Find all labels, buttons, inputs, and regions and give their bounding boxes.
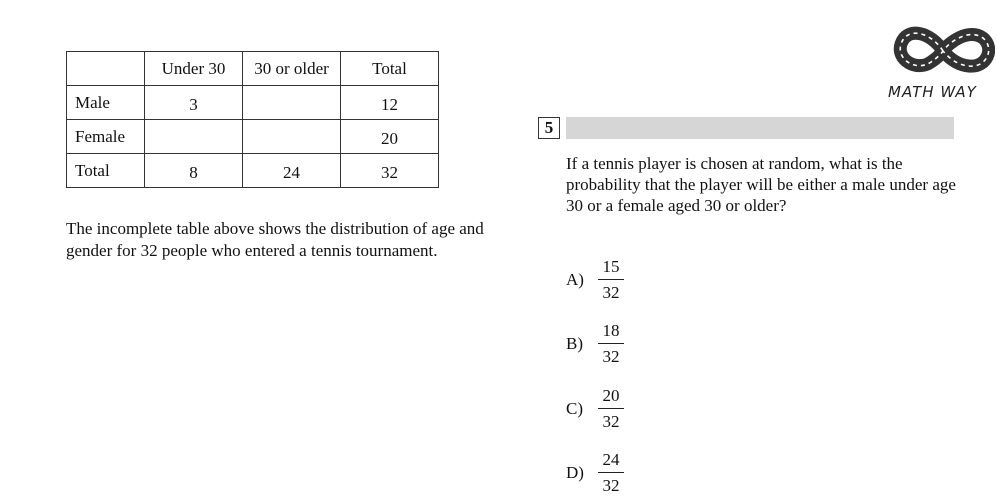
table-row [67, 86, 439, 120]
choice-fraction [598, 385, 624, 433]
fraction-denominator: 32 [602, 476, 620, 495]
fraction-numerator: 18 [598, 320, 624, 344]
table-cell: 8 [145, 154, 243, 188]
choice-letter: D) [566, 463, 584, 482]
fraction-numerator: 24 [598, 449, 624, 473]
fraction-denominator: 32 [602, 347, 620, 366]
table-cell: 24 [243, 154, 341, 188]
table-cell [145, 120, 243, 154]
table-cell [243, 120, 341, 154]
question-header-bar [566, 117, 954, 139]
mathway-logo [888, 20, 997, 106]
question-number: 5 [538, 117, 560, 139]
table-header-cell: Under 30 [145, 52, 243, 86]
table-header-row [67, 52, 439, 86]
table-header-cell: Total [341, 52, 439, 86]
choice-letter: B) [566, 334, 583, 353]
table-cell: 20 [341, 120, 439, 154]
table-cell: 12 [341, 86, 439, 120]
table-cell [243, 86, 341, 120]
choice-fraction [598, 256, 624, 304]
table-row-label: Male [67, 86, 145, 120]
table-row [67, 120, 439, 154]
age-gender-table [66, 51, 439, 188]
table-cell [67, 52, 145, 86]
fraction-denominator: 32 [602, 412, 620, 431]
table-cell: 32 [341, 154, 439, 188]
fraction-numerator: 15 [598, 256, 624, 280]
table-row-label: Total [67, 154, 145, 188]
fraction-numerator: 20 [598, 385, 624, 409]
table-cell: 3 [145, 86, 243, 120]
choice-letter: C) [566, 399, 583, 418]
choice-fraction [598, 320, 624, 368]
logo-text: MATH WAY [888, 83, 977, 101]
table-row-label: Female [67, 120, 145, 154]
question-text: If a tennis player is chosen at random, what is the probability that the player will be either a male under age 30 or a female aged 30 or older? [566, 154, 956, 215]
table-row [67, 154, 439, 188]
fraction-denominator: 32 [602, 283, 620, 302]
table-description: The incomplete table above shows the distribution of age and gender for 32 people who entered a tennis tournament. [66, 219, 484, 260]
infinity-road-icon [891, 20, 995, 82]
table-header-cell: 30 or older [243, 52, 341, 86]
choice-fraction [598, 449, 624, 497]
choice-letter: A) [566, 270, 584, 289]
